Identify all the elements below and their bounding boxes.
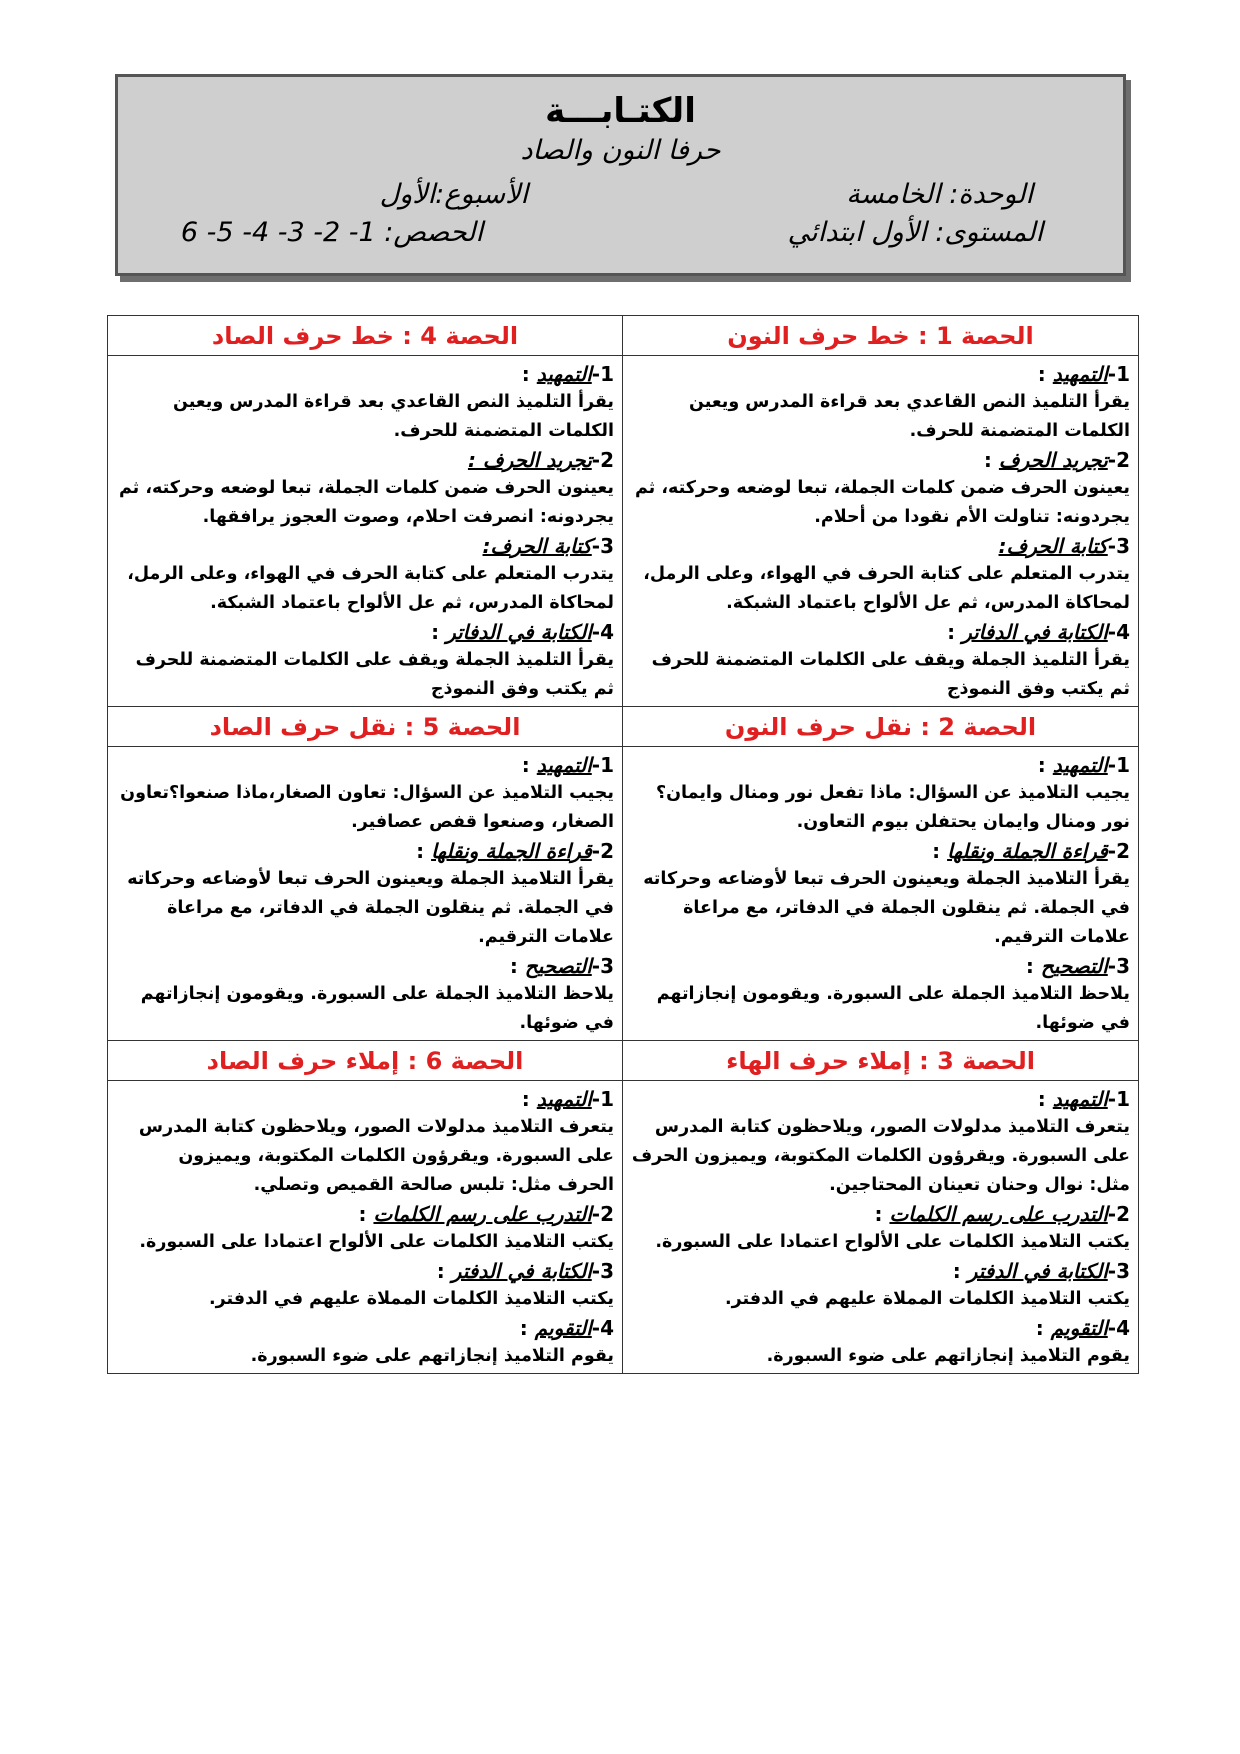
step-number: 1- (1107, 753, 1130, 777)
session-content (623, 747, 1139, 1041)
step-heading (631, 751, 1130, 779)
step-text: يتعرف التلاميذ مدلولات الصور، ويلاحظون كتابة المدرس على السبورة. ويقرؤون الكلمات المكتوبة، ويميزون الحرف مثل: تلبس صالحة القميص وتصلي. (138, 1117, 614, 1195)
step-text: يقرأ التلميذ الجملة ويقف على الكلمات المتضمنة للحرف ثم يكتب وفق النموذج (135, 650, 614, 699)
step (116, 360, 614, 446)
session-title: الحصة 6 : إملاء حرف الصاد (108, 1041, 623, 1081)
step-separator: : (874, 1202, 890, 1226)
step-text: يتدرب المتعلم على كتابة الحرف في الهواء، وعلى الرمل، لمحاكاة المدرس، ثم عل الألواح باعتماد الشبكة. (643, 564, 1130, 613)
step-heading (116, 837, 614, 865)
step-name: تجريد الحرف (998, 448, 1108, 472)
step-text: يكتب التلاميذ الكلمات المملاة عليهم في الدفتر. (209, 1289, 614, 1309)
step-heading (116, 446, 614, 474)
step-number: 2- (1107, 1202, 1130, 1226)
step-number: 3- (591, 1259, 614, 1283)
lessons-table (107, 315, 1139, 1374)
step (116, 1257, 614, 1314)
step (116, 751, 614, 837)
step-text: يقوم التلاميذ إنجازاتهم على ضوء السبورة. (766, 1346, 1130, 1366)
step-number: 4- (591, 1316, 614, 1340)
step-separator: : (416, 839, 432, 863)
step-heading (116, 952, 614, 980)
step-name: كتابة الحرف: (998, 534, 1108, 558)
session-title: الحصة 4 : خط حرف الصاد (108, 316, 623, 356)
session-content (623, 356, 1139, 707)
step-heading (116, 360, 614, 388)
step-heading (116, 532, 614, 560)
step-text: يقرأ التلاميذ الجملة ويعينون الحرف تبعا لأوضاعه وحركاته في الجملة. ثم ينقلون الجملة في الدفاتر، مع مراعاة علامات الترقيم. (127, 869, 614, 947)
week-label: الأسبوع:الأول (379, 179, 528, 210)
step-heading (631, 360, 1130, 388)
step-name: التمهيد (1052, 1087, 1108, 1111)
step-text: يكتب التلاميذ الكلمات على الألواح اعتمادا على السبورة. (655, 1232, 1130, 1252)
step-text: يقوم التلاميذ إنجازاتهم على ضوء السبورة. (250, 1346, 614, 1366)
step-separator: : (983, 448, 999, 472)
step-separator: : (1035, 1316, 1051, 1340)
step (116, 446, 614, 532)
step-text: يعينون الحرف ضمن كلمات الجملة، تبعا لوضعه وحركته، ثم يجردونه: تناولت الأم نقودا من أحلام. (634, 478, 1130, 527)
step-text: يلاحظ التلاميذ الجملة على السبورة. ويقومون إنجازاتهم في ضوئها. (656, 984, 1130, 1033)
step-text: يقرأ التلاميذ الجملة ويعينون الحرف تبعا لأوضاعه وحركاته في الجملة. ثم ينقلون الجملة في الدفاتر، مع مراعاة علامات الترقيم. (643, 869, 1130, 947)
step-name: التمهيد (1052, 362, 1108, 386)
session-body-row (108, 356, 1139, 707)
step-number: 2- (1107, 448, 1130, 472)
step-separator: : (521, 362, 537, 386)
step-number: 1- (1107, 362, 1130, 386)
step-name: قراءة الجملة ونقلها (431, 839, 592, 863)
step-name: الكتابة في الدفتر (451, 1259, 592, 1283)
step-separator: : (1037, 1087, 1053, 1111)
step (116, 952, 614, 1038)
step-number: 4- (591, 620, 614, 644)
step-text: يتعرف التلاميذ مدلولات الصور، ويلاحظون كتابة المدرس على السبورة. ويقرؤون الكلمات المكتوبة، ويميزون الحرف مثل: نوال وحنان تعينان المحتاجين. (631, 1117, 1130, 1195)
step-heading (631, 1200, 1130, 1228)
step-heading (631, 1085, 1130, 1113)
session-content (108, 1081, 623, 1374)
step (631, 952, 1130, 1038)
step-name: التمهيد (536, 753, 592, 777)
step-heading (631, 952, 1130, 980)
step-separator: : (947, 620, 963, 644)
step (631, 751, 1130, 837)
step-heading (116, 1085, 614, 1113)
session-title: الحصة 1 : خط حرف النون (623, 316, 1139, 356)
step-heading (116, 618, 614, 646)
step-separator: : (431, 620, 447, 644)
step-heading (631, 1314, 1130, 1342)
step-name: كتابة الحرف: (482, 534, 592, 558)
step-name: تجريد الحرف : (467, 448, 592, 472)
level-label: المستوى: الأول ابتدائي (787, 217, 1043, 248)
step-name: التصحيح (524, 954, 592, 978)
step (631, 532, 1130, 618)
step-name: التمهيد (536, 362, 592, 386)
session-body-row (108, 1081, 1139, 1374)
session-content (108, 356, 623, 707)
step-heading (631, 837, 1130, 865)
session-header-row (108, 707, 1139, 747)
step (631, 618, 1130, 704)
step-number: 3- (591, 954, 614, 978)
step-number: 3- (591, 534, 614, 558)
step-number: 3- (1107, 1259, 1130, 1283)
step (116, 1314, 614, 1371)
step-separator: : (521, 753, 537, 777)
step-name: الكتابة في الدفتر (967, 1259, 1108, 1283)
step-heading (631, 1257, 1130, 1285)
step-number: 2- (591, 448, 614, 472)
header-box (115, 74, 1126, 276)
step-name: الكتابة في الدفاتر (446, 620, 592, 644)
step-text: يجيب التلاميذ عن السؤال: ماذا تفعل نور ومنال وايمان؟ نور ومنال وايمان يحتفلن بيوم التعاون. (655, 783, 1130, 832)
step-heading (116, 751, 614, 779)
step-number: 3- (1107, 954, 1130, 978)
step-name: التقويم (534, 1316, 592, 1340)
step-heading (116, 1200, 614, 1228)
step-text: يتدرب المتعلم على كتابة الحرف في الهواء، وعلى الرمل، لمحاكاة المدرس، ثم عل الألواح باعتماد الشبكة. (127, 564, 614, 613)
step-separator: : (358, 1202, 374, 1226)
step-name: التقويم (1050, 1316, 1108, 1340)
step (631, 1314, 1130, 1371)
step (116, 1200, 614, 1257)
step-heading (631, 618, 1130, 646)
step-separator: : (509, 954, 525, 978)
step (631, 360, 1130, 446)
session-title: الحصة 2 : نقل حرف النون (623, 707, 1139, 747)
step-separator: : (436, 1259, 452, 1283)
step-text: يكتب التلاميذ الكلمات على الألواح اعتمادا على السبورة. (139, 1232, 614, 1252)
step-name: التدرب على رسم الكلمات (889, 1202, 1108, 1226)
session-content (108, 747, 623, 1041)
step-name: التمهيد (1052, 753, 1108, 777)
step (631, 1257, 1130, 1314)
step-separator: : (521, 1087, 537, 1111)
step-name: التدرب على رسم الكلمات (373, 1202, 592, 1226)
step-number: 2- (591, 1202, 614, 1226)
page-subtitle: حرفا النون والصاد (520, 135, 721, 166)
step-number: 1- (591, 1087, 614, 1111)
step-separator: : (1037, 753, 1053, 777)
session-content (623, 1081, 1139, 1374)
step-number: 1- (591, 362, 614, 386)
step-text: يجيب التلاميذ عن السؤال: تعاون الصغار،ماذا صنعوا؟تعاون الصغار، وصنعوا قفص عصافير. (120, 783, 614, 832)
step-separator: : (519, 1316, 535, 1340)
step-separator: : (1037, 362, 1053, 386)
step-text: يلاحظ التلاميذ الجملة على السبورة. ويقومون إنجازاتهم في ضوئها. (140, 984, 614, 1033)
step (116, 532, 614, 618)
step-name: التمهيد (536, 1087, 592, 1111)
step-heading (631, 532, 1130, 560)
step-text: يقرأ التلميذ النص القاعدي بعد قراءة المدرس ويعين الكلمات المتضمنة للحرف. (173, 392, 614, 441)
step-number: 1- (591, 753, 614, 777)
session-title: الحصة 3 : إملاء حرف الهاء (623, 1041, 1139, 1081)
session-header-row (108, 316, 1139, 356)
step (116, 1085, 614, 1200)
step-text: يكتب التلاميذ الكلمات المملاة عليهم في الدفتر. (725, 1289, 1130, 1309)
step-number: 4- (1107, 1316, 1130, 1340)
step (116, 837, 614, 952)
step (631, 1085, 1130, 1200)
step-heading (116, 1314, 614, 1342)
step-separator: : (952, 1259, 968, 1283)
step-name: التصحيح (1040, 954, 1108, 978)
sessions-label: الحصص: 1- 2- 3- 4- 5- 6 (180, 217, 483, 248)
step (631, 446, 1130, 532)
session-header-row (108, 1041, 1139, 1081)
step (631, 837, 1130, 952)
step (116, 618, 614, 704)
step-number: 2- (1107, 839, 1130, 863)
step-text: يعينون الحرف ضمن كلمات الجملة، تبعا لوضعه وحركته، ثم يجردونه: انصرفت احلام، وصوت العجوز يرافقها. (118, 478, 614, 527)
unit-label: الوحدة: الخامسة (846, 179, 1033, 210)
step-text: يقرأ التلميذ الجملة ويقف على الكلمات المتضمنة للحرف ثم يكتب وفق النموذج (651, 650, 1130, 699)
session-body-row (108, 747, 1139, 1041)
step (631, 1200, 1130, 1257)
step-number: 2- (591, 839, 614, 863)
step-number: 4- (1107, 620, 1130, 644)
step-text: يقرأ التلميذ النص القاعدي بعد قراءة المدرس ويعين الكلمات المتضمنة للحرف. (689, 392, 1130, 441)
step-number: 1- (1107, 1087, 1130, 1111)
step-name: قراءة الجملة ونقلها (947, 839, 1108, 863)
step-number: 3- (1107, 534, 1130, 558)
step-name: الكتابة في الدفاتر (962, 620, 1108, 644)
step-separator: : (1025, 954, 1041, 978)
step-heading (631, 446, 1130, 474)
step-separator: : (932, 839, 948, 863)
session-title: الحصة 5 : نقل حرف الصاد (108, 707, 623, 747)
page-title: الكتـابـــة (545, 91, 696, 131)
step-heading (116, 1257, 614, 1285)
